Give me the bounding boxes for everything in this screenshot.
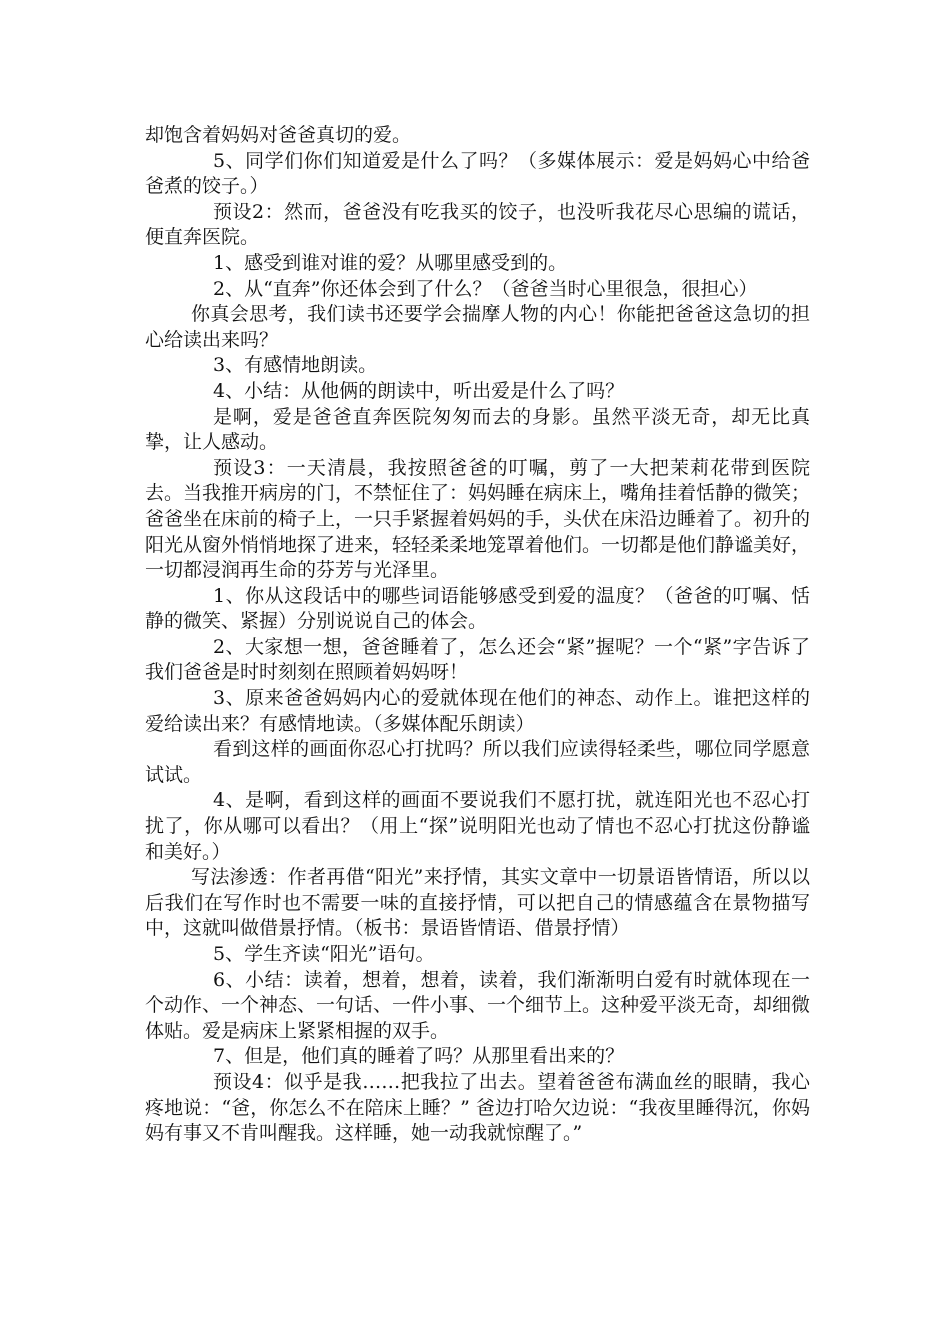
paragraph: 5、同学们你们知道爱是什么了吗？（多媒体展示：爱是妈妈心中给爸爸煮的饺子。） <box>145 149 810 198</box>
paragraph: 1、感受到谁对谁的爱？从哪里感受到的。 <box>213 251 568 274</box>
paragraph: 3、有感情地朗读。 <box>213 354 378 377</box>
paragraph: 预设4：似乎是我……把我拉了出去。望着爸爸布满血丝的眼睛，我心疼地说：“爸，你怎么不在陪床上睡？” 爸边打哈欠边说：“我夜里睡得沉，你妈妈有事又不肯叫醒我。这样睡，她一动我就惊醒了。” <box>145 1070 810 1145</box>
paragraph: 却饱含着妈妈对爸爸真切的爱。 <box>145 124 412 146</box>
paragraph: 6、小结：读着，想着，想着，读着，我们渐渐明白爱有时就体现在一个动作、一个神态、一句话、一件小事、一个细节上。这种爱平淡无奇，却细微体贴。爱是病床上紧紧相握的双手。 <box>145 968 811 1042</box>
paragraph: 2、大家想一想，爸爸睡着了，怎么还会“紧”握呢？一个“紧”字告诉了我们爸爸是时时刻刻在照顾着妈妈呀！ <box>145 635 810 684</box>
paragraph: 你真会思考，我们读书还要学会揣摩人物的内心！你能把爸爸这急切的担心给读出来吗？ <box>145 303 810 351</box>
paragraph: 1、你从这段话中的哪些词语能够感受到爱的温度？（爸爸的叮嘱、恬静的微笑、紧握）分别说说自己的体会。 <box>145 584 810 633</box>
paragraph: 写法渗透：作者再借“阳光”来抒情，其实文章中一切景语皆情语，所以以后我们在写作时也不需要一味的直接抒情，可以把自己的情感蕴含在景物描写中，这就叫做借景抒情。（板书：景语皆情语、借景抒情） <box>145 866 810 940</box>
paragraph: 预设2：然而，爸爸没有吃我买的饺子，也没听我花尽心思编的谎话，便直奔医院。 <box>145 200 810 249</box>
paragraph: 看到这样的画面你忍心打扰吗？所以我们应读得轻柔些，哪位同学愿意试试。 <box>145 738 810 786</box>
paragraph: 7、但是，他们真的睡着了吗？从那里看出来的？ <box>213 1045 625 1068</box>
paragraph: 4、是啊，看到这样的画面不要说我们不愿打扰，就连阳光也不忍心打扰了，你从哪可以看出？（用上“探”说明阳光也动了情也不忍心打扰这份静谧和美好。） <box>145 789 810 863</box>
paragraph: 预设3：一天清晨，我按照爸爸的叮嘱，剪了一大把茉莉花带到医院去。当我推开病房的门，不禁怔住了：妈妈睡在病床上，嘴角挂着恬静的微笑；爸爸坐在床前的椅子上，一只手紧握着妈妈的手，头伏在床沿边睡着了。初升的阳光从窗外悄悄地探了进来，轻轻柔柔地笼罩着他们。一切都是他们静谧美好，一切都浸润再生命的芬芳与光泽里。 <box>145 456 811 582</box>
paragraph: 是啊，爱是爸爸直奔医院匆匆而去的身影。虽然平淡无奇，却无比真挚，让人感动。 <box>145 405 810 454</box>
paragraph: 4、小结：从他俩的朗读中，听出爱是什么了吗？ <box>213 379 625 402</box>
paragraph: 5、学生齐读“阳光”语句。 <box>213 943 435 965</box>
paragraph: 3、原来爸爸妈妈内心的爱就体现在他们的神态、动作上。谁把这样的爱给读出来？有感情地读。（多媒体配乐朗读） <box>145 687 810 735</box>
paragraph: 2、从“直奔”你还体会到了什么？（爸爸当时心里很急，很担心） <box>213 277 758 300</box>
document-body <box>145 123 810 1147</box>
